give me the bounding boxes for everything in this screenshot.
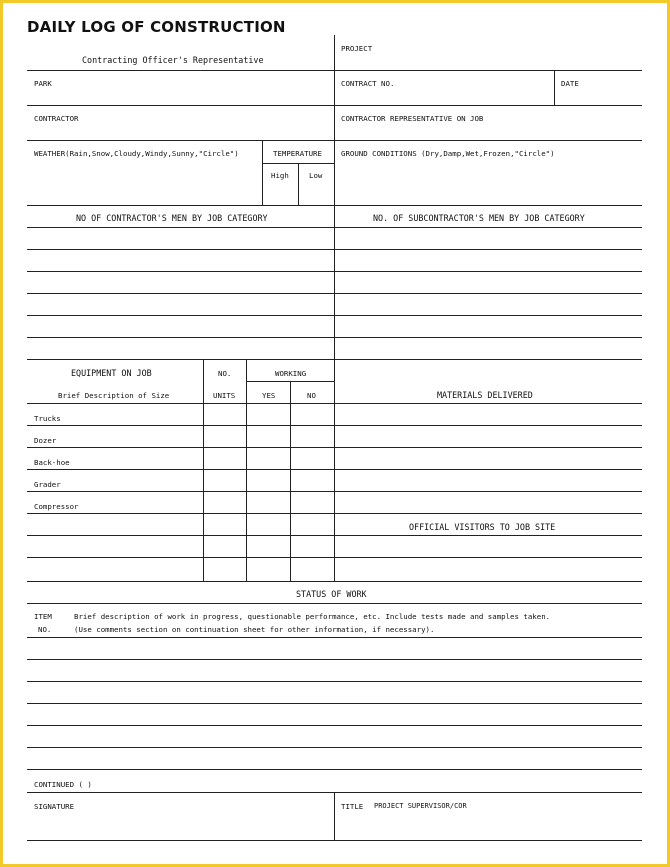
row-line	[27, 447, 642, 448]
equipment-item: Grader	[34, 480, 61, 489]
subcontractor-men-heading: NO. OF SUBCONTRACTOR'S MEN BY JOB CATEGORY	[373, 213, 585, 223]
row-line	[27, 513, 642, 514]
row-line	[27, 293, 642, 294]
row-line	[27, 403, 642, 404]
divider	[246, 359, 247, 581]
row-line	[27, 637, 642, 638]
equipment-item: Compressor	[34, 502, 79, 511]
units-label: UNITS	[213, 391, 236, 400]
title-label: TITLE	[341, 802, 364, 811]
row-line	[27, 557, 642, 558]
divider	[298, 163, 299, 205]
row-line	[27, 491, 642, 492]
divider	[334, 792, 335, 840]
row-line	[27, 581, 642, 582]
title-value: PROJECT SUPERVISOR/COR	[374, 802, 467, 810]
date-label: DATE	[561, 79, 579, 88]
contractor-label: CONTRACTOR	[34, 114, 79, 123]
equipment-item: Dozer	[34, 436, 57, 445]
divider	[554, 70, 555, 105]
continued-label: CONTINUED ( )	[34, 780, 92, 789]
row-line	[27, 769, 642, 770]
status-description-line1: Brief description of work in progress, questionable performance, etc. Include tests made and samples taken.	[74, 612, 551, 621]
divider	[334, 35, 335, 582]
divider	[203, 359, 204, 581]
item-no-label: NO.	[38, 625, 52, 634]
working-label: WORKING	[275, 369, 307, 378]
equipment-subheading: Brief Description of Size	[58, 391, 170, 400]
yes-label: YES	[262, 391, 276, 400]
low-label: Low	[309, 171, 323, 180]
temperature-label: TEMPERATURE	[273, 149, 322, 158]
divider	[27, 603, 642, 604]
form-title: DAILY LOG OF CONSTRUCTION	[27, 18, 286, 36]
row-line	[27, 271, 642, 272]
row-line	[27, 337, 642, 338]
divider	[262, 140, 263, 205]
row-line	[27, 725, 642, 726]
status-description-line2: (Use comments section on continuation sheet for other information, if necessary).	[74, 625, 435, 634]
contractor-rep-label: CONTRACTOR REPRESENTATIVE ON JOB	[341, 114, 484, 123]
no-col-label: NO	[307, 391, 316, 400]
divider	[27, 840, 642, 841]
row-line	[27, 359, 642, 360]
no-label: NO.	[218, 369, 232, 378]
park-label: PARK	[34, 79, 52, 88]
divider	[290, 381, 291, 581]
contracting-officer-label: Contracting Officer's Representative	[82, 55, 264, 65]
row-line	[27, 681, 642, 682]
divider	[246, 381, 334, 382]
status-heading: STATUS OF WORK	[296, 589, 367, 599]
item-label: ITEM	[34, 612, 52, 621]
contractor-men-heading: NO OF CONTRACTOR'S MEN BY JOB CATEGORY	[76, 213, 268, 223]
row-line	[27, 747, 642, 748]
row-line	[27, 425, 642, 426]
row-line	[27, 535, 642, 536]
project-label: PROJECT	[341, 44, 373, 53]
ground-conditions-label: GROUND CONDITIONS (Dry,Damp,Wet,Frozen,"Circle")	[341, 149, 555, 158]
row-line	[27, 659, 642, 660]
row-line	[27, 315, 642, 316]
materials-heading: MATERIALS DELIVERED	[437, 390, 533, 400]
visitors-heading: OFFICIAL VISITORS TO JOB SITE	[409, 522, 556, 532]
contract-no-label: CONTRACT NO.	[341, 79, 395, 88]
row-line	[27, 227, 642, 228]
equipment-item: Back-hoe	[34, 458, 70, 467]
high-label: High	[271, 171, 289, 180]
row-line	[27, 469, 642, 470]
weather-label: WEATHER(Rain,Snow,Cloudy,Windy,Sunny,"Circle")	[34, 149, 239, 158]
equipment-heading: EQUIPMENT ON JOB	[71, 368, 152, 378]
row-line	[27, 249, 642, 250]
signature-label: SIGNATURE	[34, 802, 75, 811]
row-line	[27, 703, 642, 704]
equipment-item: Trucks	[34, 414, 61, 423]
